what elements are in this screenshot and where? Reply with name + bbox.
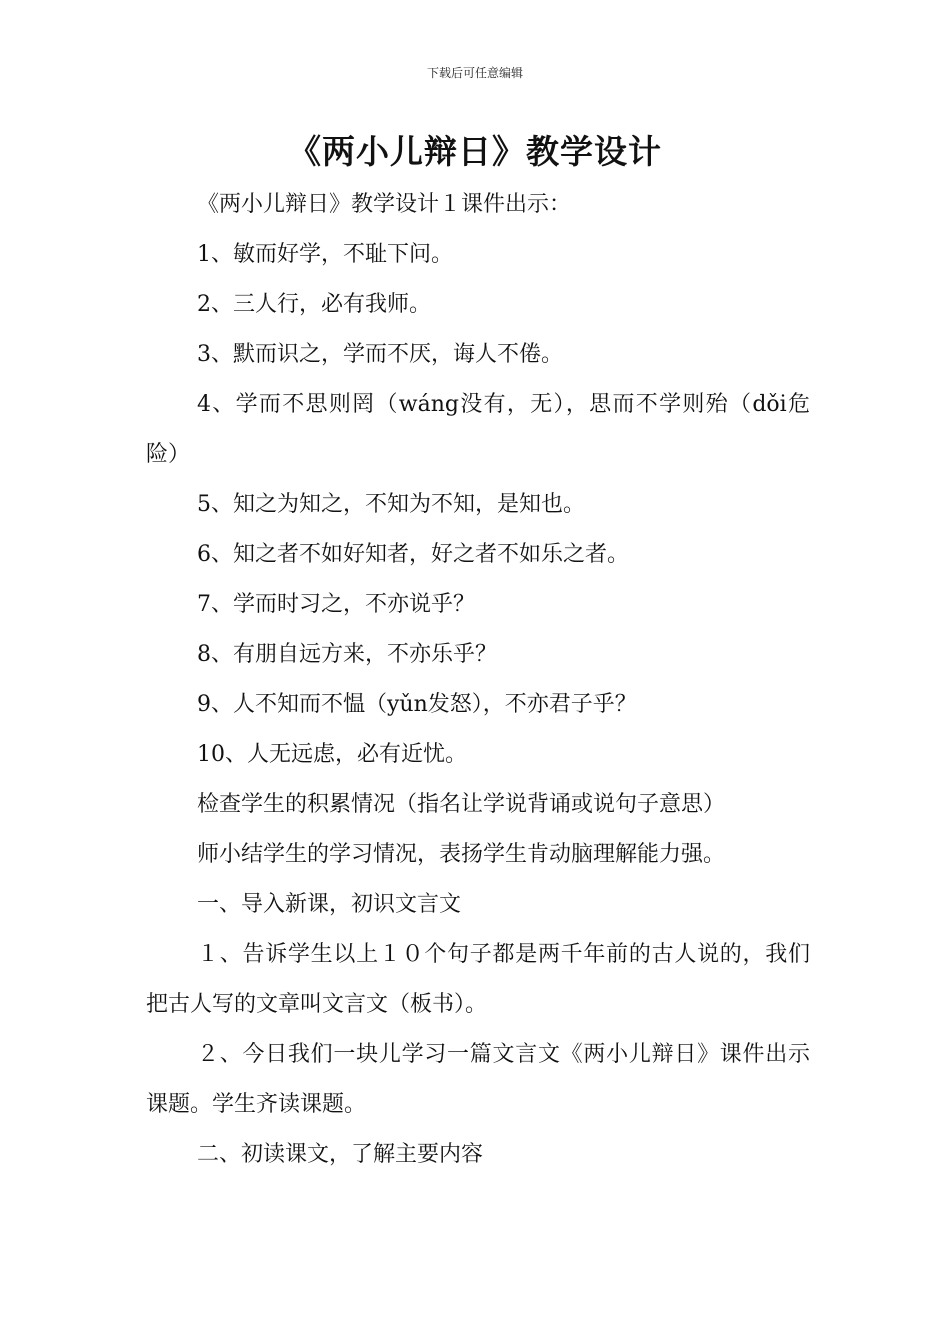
- header-note: 下载后可任意编辑: [426, 66, 523, 80]
- paragraph-quote-7: 7、学而时习之，不亦说乎？: [197, 592, 475, 617]
- paragraph-quote-10: 10、人无远虑，必有近忧。: [197, 742, 467, 767]
- paragraph-summary: 师小结学生的学习情况，表扬学生肯动脑理解能力强。: [197, 842, 726, 867]
- section-heading-1: 一、导入新课，初识文言文: [197, 892, 462, 917]
- paragraph-intro: 《两小儿辩日》教学设计１课件出示：: [197, 192, 572, 217]
- document-body: [146, 180, 810, 1180]
- document-title: 《两小儿辩日》教学设计: [288, 132, 662, 171]
- paragraph-quote-8: 8、有朋自远方来，不亦乐乎？: [197, 642, 497, 667]
- paragraph-quote-1: 1、敏而好学，不耻下问。: [197, 242, 453, 267]
- paragraph-quote-2: 2、三人行，必有我师。: [197, 292, 431, 317]
- paragraph-quote-4: 4、学而不思则罔（wáng没有，无），思而不学则殆（dǒi危险）: [146, 392, 810, 467]
- paragraph-step-2: ２、今日我们一块儿学习一篇文言文《两小儿辩日》课件出示课题。学生齐读课题。: [146, 1042, 810, 1117]
- paragraph-quote-6: 6、知之者不如好知者，好之者不如乐之者。: [197, 542, 629, 567]
- paragraph-quote-5: 5、知之为知之，不知为不知，是知也。: [197, 492, 585, 517]
- paragraph-check: 检查学生的积累情况（指名让学说背诵或说句子意思）: [197, 792, 726, 817]
- section-heading-2: 二、初读课文，了解主要内容: [197, 1142, 484, 1167]
- paragraph-quote-3: 3、默而识之，学而不厌，诲人不倦。: [197, 342, 563, 367]
- paragraph-step-1: １、告诉学生以上１０个句子都是两千年前的古人说的，我们把古人写的文章叫文言文（板书）。: [146, 942, 810, 1017]
- paragraph-quote-9: 9、人不知而不愠（yǔn发怒），不亦君子乎？: [197, 692, 637, 717]
